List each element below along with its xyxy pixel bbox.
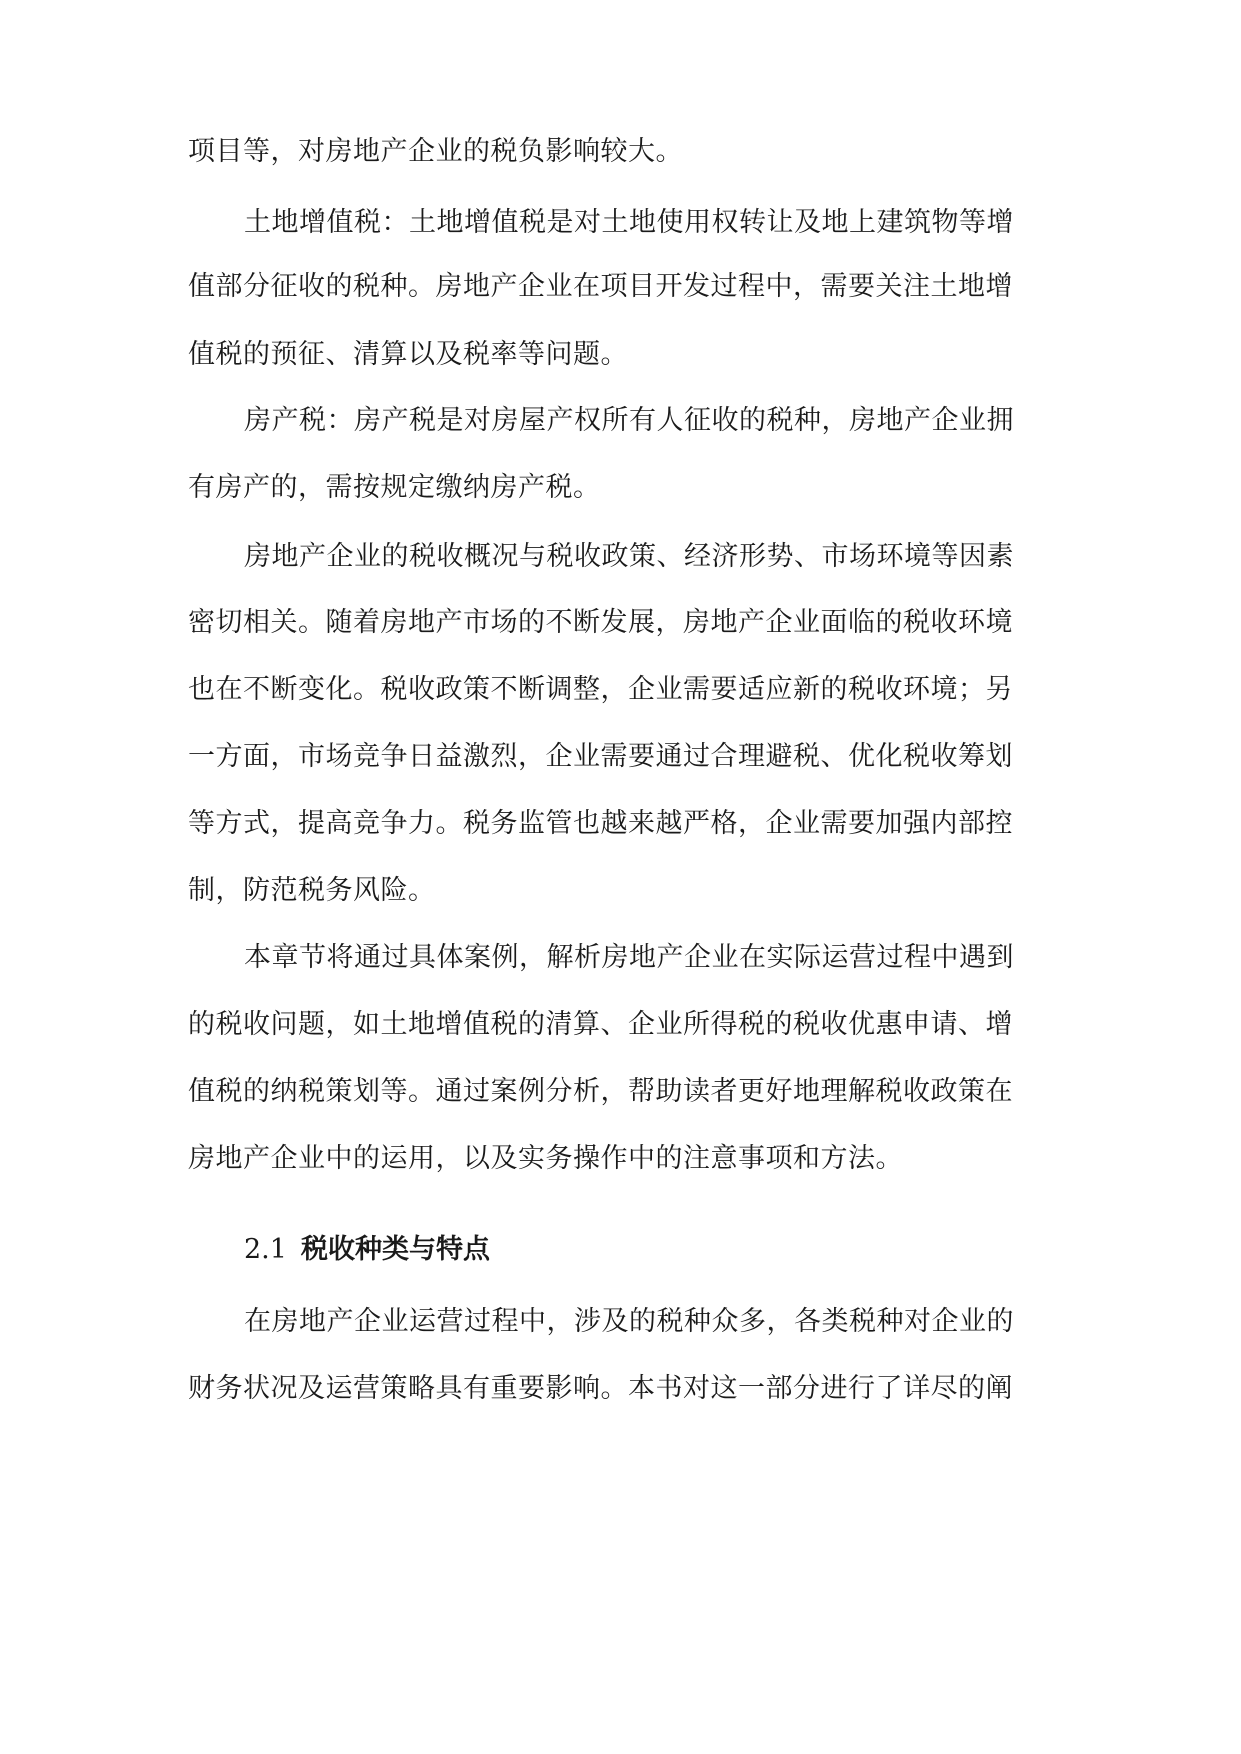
paragraph-line: 也在不断变化。税收政策不断调整，企业需要适应新的税收环境；另 [188,674,1013,705]
paragraph-line: 房地产企业的税收概况与税收政策、经济形势、市场环境等因素 [244,541,1014,572]
paragraph-line: 有房产的，需按规定缴纳房产税。 [188,472,601,503]
paragraph-line: 在房地产企业运营过程中，涉及的税种众多，各类税种对企业的 [244,1306,1014,1337]
paragraph-line: 本章节将通过具体案例，解析房地产企业在实际运营过程中遇到 [244,942,1014,973]
paragraph-line: 值部分征收的税种。房地产企业在项目开发过程中，需要关注土地增 [188,271,1013,302]
paragraph-line: 等方式，提高竞争力。税务监管也越来越严格，企业需要加强内部控 [188,808,1013,839]
paragraph-line: 财务状况及运营策略具有重要影响。本书对这一部分进行了详尽的阐 [188,1373,1013,1404]
paragraph-line: 制，防范税务风险。 [188,875,436,906]
paragraph-line: 的税收问题，如土地增值税的清算、企业所得税的税收优惠申请、增 [188,1009,1013,1040]
paragraph-line: 密切相关。随着房地产市场的不断发展，房地产企业面临的税收环境 [188,607,1013,638]
section-title: 税收种类与特点 [300,1234,490,1265]
paragraph-line: 房地产企业中的运用，以及实务操作中的注意事项和方法。 [188,1143,903,1174]
paragraph-line: 土地增值税：土地增值税是对土地使用权转让及地上建筑物等增 [244,207,1014,238]
paragraph-line: 项目等，对房地产企业的税负影响较大。 [188,136,683,167]
section-number: 2.1 [244,1234,287,1265]
paragraph-line: 值税的预征、清算以及税率等问题。 [188,339,628,370]
paragraph-line: 一方面，市场竞争日益激烈，企业需要通过合理避税、优化税收筹划 [188,741,1013,772]
section-heading [244,1228,490,1272]
paragraph-line: 值税的纳税策划等。通过案例分析，帮助读者更好地理解税收政策在 [188,1076,1013,1107]
paragraph-line: 房产税：房产税是对房屋产权所有人征收的税种，房地产企业拥 [244,405,1014,436]
